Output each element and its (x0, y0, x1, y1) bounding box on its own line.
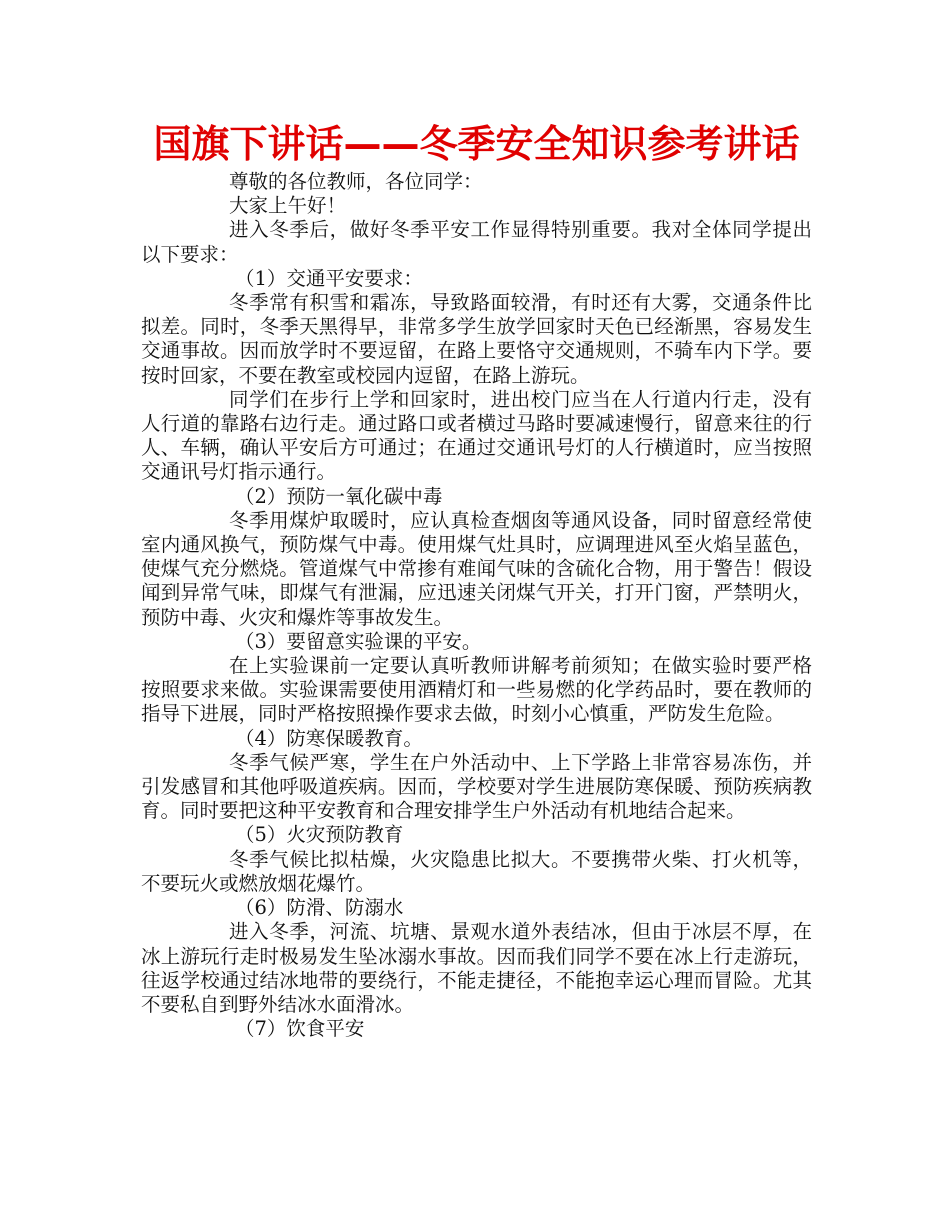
greeting-line: 尊敬的各位教师，各位同学： (229, 170, 483, 193)
body-paragraph: 进入冬季，河流、坑塘、景观水道外表结冰，但由于冰层不厚，在冰上游玩行走时极易发生坠冰溺水事故。因而我们同学不要在冰上行走游玩，往返学校通过结冰地带的要绕行，不能走捷径，不能抱幸运心理而冒险。尤其不要私自到野外结冰水面滑冰。 (141, 920, 812, 1016)
greeting-line: 大家上午好！ (229, 194, 347, 218)
section-heading: （6）防滑、防溺水 (235, 896, 404, 920)
body-paragraph: 同学们在步行上学和回家时，进出校门应当在人行道内行走，没有人行道的靠路右边行走。通过路口或者横过马路时要减速慢行，留意来往的行人、车辆，确认平安后方可通过；在通过交通讯号灯的人行横道时，应当按照交通讯号灯指示通行。 (141, 387, 812, 484)
document-page (141, 118, 812, 1041)
section-heading: （7）饮食平安 (235, 1017, 365, 1041)
body-paragraph: 冬季气候比拟枯燥，火灾隐患比拟大。不要携带火柴、打火机等，不要玩火或燃放烟花爆竹。 (141, 847, 812, 895)
section-heading: （4）防寒保暖教育。 (235, 726, 423, 750)
section-heading: （5）火灾预防教育 (235, 823, 404, 847)
body-paragraph: 在上实验课前一定要认真听教师讲解考前须知；在做实验时要严格按照要求来做。实验课需要使用酒精灯和一些易燃的化学药品时，要在教师的指导下进展，同时严格按照操作要求去做，时刻小心慎重，严防发生危险。 (141, 654, 812, 726)
body-paragraph: 进入冬季后，做好冬季平安工作显得特别重要。我对全体同学提出以下要求： (141, 218, 812, 266)
section-heading: （2）预防一氧化碳中毒 (235, 484, 443, 508)
document-title: 国旗下讲话——冬季安全知识参考讲话 (153, 122, 800, 166)
section-heading: （3）要留意实验课的平安。 (235, 629, 482, 653)
body-paragraph: 冬季气候严寒，学生在户外活动中、上下学路上非常容易冻伤，并引发感冒和其他呼吸道疾病。因而，学校要对学生进展防寒保暖、预防疾病教育。同时要把这种平安教育和合理安排学生户外活动有机地结合起来。 (141, 750, 812, 823)
body-paragraph: 冬季用煤炉取暖时，应认真检查烟囱等通风设备，同时留意经常使室内通风换气，预防煤气中毒。使用煤气灶具时，应调理进风至火焰呈蓝色，使煤气充分燃烧。管道煤气中常掺有难闻气味的含硫化合物，用于警告！假设闻到异常气味，即煤气有泄漏，应迅速关闭煤气开关，打开门窗，严禁明火，预防中毒、火灾和爆炸等事故发生。 (141, 508, 812, 629)
body-paragraph: 冬季常有积雪和霜冻，导致路面较滑，有时还有大雾，交通条件比拟差。同时，冬季天黑得早，非常多学生放学回家时天色已经渐黑，容易发生交通事故。因而放学时不要逗留，在路上要恪守交通规则，不骑车内下学。要按时回家，不要在教室或校园内逗留，在路上游玩。 (141, 291, 812, 387)
section-heading: （1）交通平安要求： (235, 266, 423, 290)
document-body (141, 170, 812, 1041)
